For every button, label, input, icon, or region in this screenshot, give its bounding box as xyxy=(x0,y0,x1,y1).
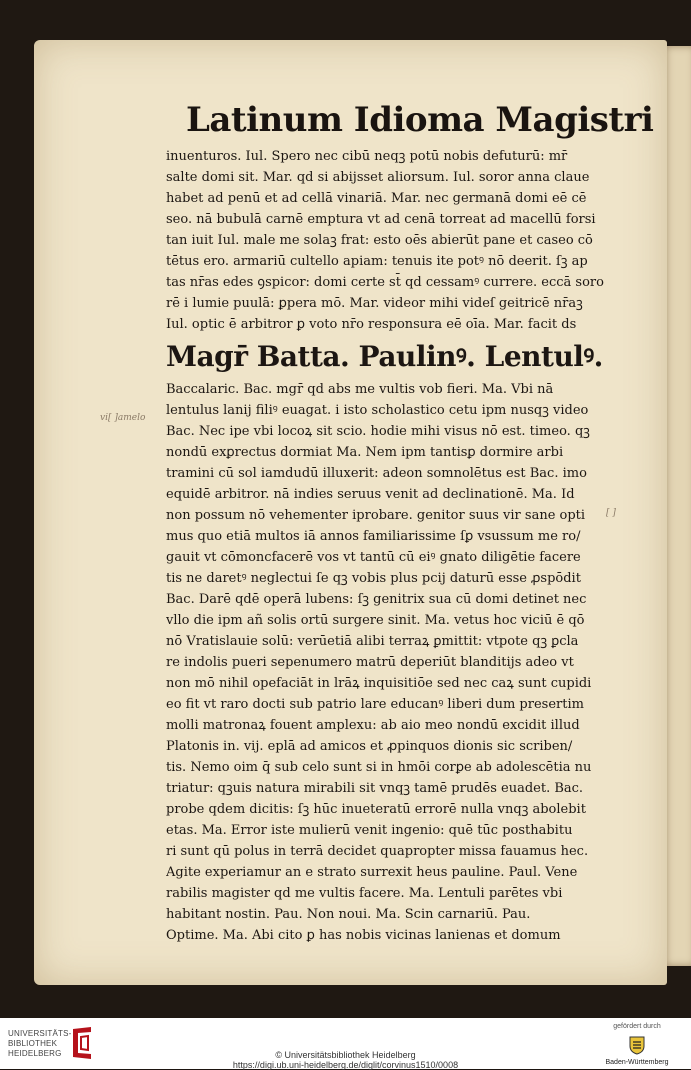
text-line: Bac. Nec ipe vbi locoꝝ sit scio. hodie mihi visus nō est. timeo. qꝫ xyxy=(166,424,590,439)
text-line: nō Vratislauie solū: verūetiā alibi terraꝝ ꝑmittit: vtpote qꝫ ꝑcla xyxy=(166,634,579,649)
text-line: Platonis in. vij. eplā ad amicos et ꝓpinquos dionis sic scriben/ xyxy=(166,739,573,754)
viewer-footer xyxy=(0,1018,691,1069)
text-line: inuenturos. Iul. Spero nec cibū neqꝫ potū nobis defuturū: mr̄ xyxy=(166,149,568,164)
margin-note-right: [ ] xyxy=(606,508,616,518)
text-line: tētus ero. armariū cultello apiam: tenuis ite potꝰ nō deerit. ſꝫ ap xyxy=(166,254,588,269)
text-line: etas. Ma. Error iste mulierū venit ingenio: quē tūc posthabitu xyxy=(166,823,573,838)
library-name-line: UNIVERSITÄTS- xyxy=(8,1029,72,1038)
text-line: habet ad penū et ad cellā vinariā. Mar. nec germanā domi eē cē xyxy=(166,191,587,206)
text-line: gauit vt cōmoncfacerē vos vt tantū cū eiꝰ gnato diligētie facere xyxy=(166,550,581,565)
text-line: salte domi sit. Mar. qd si abijsset aliorsum. Iul. soror anna claue xyxy=(166,170,590,185)
text-line: molli matronaꝝ fouent amplexu: ab aio meo nondū excidit illud xyxy=(166,718,580,733)
library-name-line: HEIDELBERG xyxy=(8,1049,62,1058)
copyright-block xyxy=(0,1050,691,1070)
sponsor-block[interactable] xyxy=(597,1022,677,1067)
text-line: mus quo etiā multos iā annos familiarissime ſꝑ vsussum me ro/ xyxy=(166,529,581,544)
text-line: tan iuit Iul. male me solaꝫ frat: esto oēs abierūt pane et caseo cō xyxy=(166,233,593,248)
text-block xyxy=(166,146,622,946)
text-line: habitant nostin. Pau. Non noui. Ma. Scin carnariū. Pau. xyxy=(166,907,531,922)
text-line: non mō nihil opefaciāt in lrāꝝ inquisitiōe sed nec caꝝ sunt cupidi xyxy=(166,676,592,691)
text-line: eo fit vt raro docti sub patrio lare educanꝰ liberi dum presertim xyxy=(166,697,584,712)
text-line: Magr̄ Batta. Paulinꝰ. Lentulꝰ. xyxy=(166,340,603,373)
text-line: Baccalaric. Bac. mgr̄ qd abs me vultis vob fieri. Ma. Vbi nā xyxy=(166,382,554,397)
text-line: Bac. Darē qdē operā lubens: ſꝫ genitrix sua cū domi detinet nec xyxy=(166,592,587,607)
text-line: Optime. Ma. Abi cito ꝑ has nobis vicinas lanienas et domum xyxy=(166,928,561,943)
permalink-url[interactable]: https://digi.ub.uni-heidelberg.de/diglit/corvinus1510/0008 xyxy=(232,1060,459,1070)
text-line: re indolis pueri sepenumero matrū deperiūt blanditijs adeo vt xyxy=(166,655,574,670)
sponsor-name: Baden-Württemberg xyxy=(605,1059,669,1066)
sponsor-label: gefördert durch xyxy=(613,1023,661,1030)
text-line: nondū exꝑrectus dormiat Ma. Nem ipm tantisꝑ dormire arbi xyxy=(166,445,564,460)
text-line: probe qdem dicitis: ſꝫ hūc inueteratū errorē nulla vnqꝫ abolebit xyxy=(166,802,586,817)
text-line: rē i lumie puulā: ꝑpera mō. Mar. videor mihi videſ geitricē nr̄aꝫ xyxy=(166,296,583,311)
text-line: tas nr̄as edes ꝯspicor: domi certe st̄ qd cessamꝰ currere. eccā soro xyxy=(166,275,604,290)
copyright-text: © Universitätsbibliothek Heidelberg xyxy=(275,1050,416,1060)
text-line: ri sunt qū polus in terrā decidet quapropter missa fauamus hec. xyxy=(166,844,589,859)
margin-note-left: vi[ ]amelo xyxy=(100,413,146,423)
text-line: Agite experiamur an e strato surrexit heus pauline. Paul. Vene xyxy=(166,865,578,880)
text-line: vllo die ipm añ solis ortū surgere sinit. Ma. vetus hoc viciū ē qō xyxy=(166,613,585,628)
text-line: triatur: qꝫuis natura mirabili sit vnqꝫ tamē prudēs euadet. Bac. xyxy=(166,781,584,796)
text-line: lentulus lanij filiꝰ euagat. i isto scholastico cetu ipm nusqꝫ video xyxy=(166,403,589,418)
text-line: equidē arbitror. nā indies seruus venit ad declinationē. Ma. Id xyxy=(166,487,575,502)
text-line: tramini cū sol iamdudū illuxerit: adeon somnolētus est Bac. imo xyxy=(166,466,587,481)
text-line: seo. nā bubulā carnē emptura vt ad cenā torreat ad macellū forsi xyxy=(166,212,596,227)
baden-wuerttemberg-emblem-icon xyxy=(626,1034,648,1056)
page-heading: Latinum Idioma Magistri xyxy=(186,100,654,140)
text-line: rabilis magister qd me vultis facere. Ma. Lentuli parētes vbi xyxy=(166,886,563,901)
text-line: tis ne daretꝰ neglectui ſe qꝫ vobis plus pcij daturū esse ꝓspōdit xyxy=(166,571,581,586)
text-line: Iul. optic ē arbitror ꝑ voto nr̄o responsura eē oīa. Mar. facit ds xyxy=(166,317,577,332)
text-line: tis. Nemo oim q̄ sub celo sunt si in hmōi corꝑe ab adolescētia nu xyxy=(166,760,592,775)
text-line: non possum nō vehementer iprobare. genitor suus vir sane opti xyxy=(166,508,586,523)
library-name-line: BIBLIOTHEK xyxy=(8,1039,58,1048)
